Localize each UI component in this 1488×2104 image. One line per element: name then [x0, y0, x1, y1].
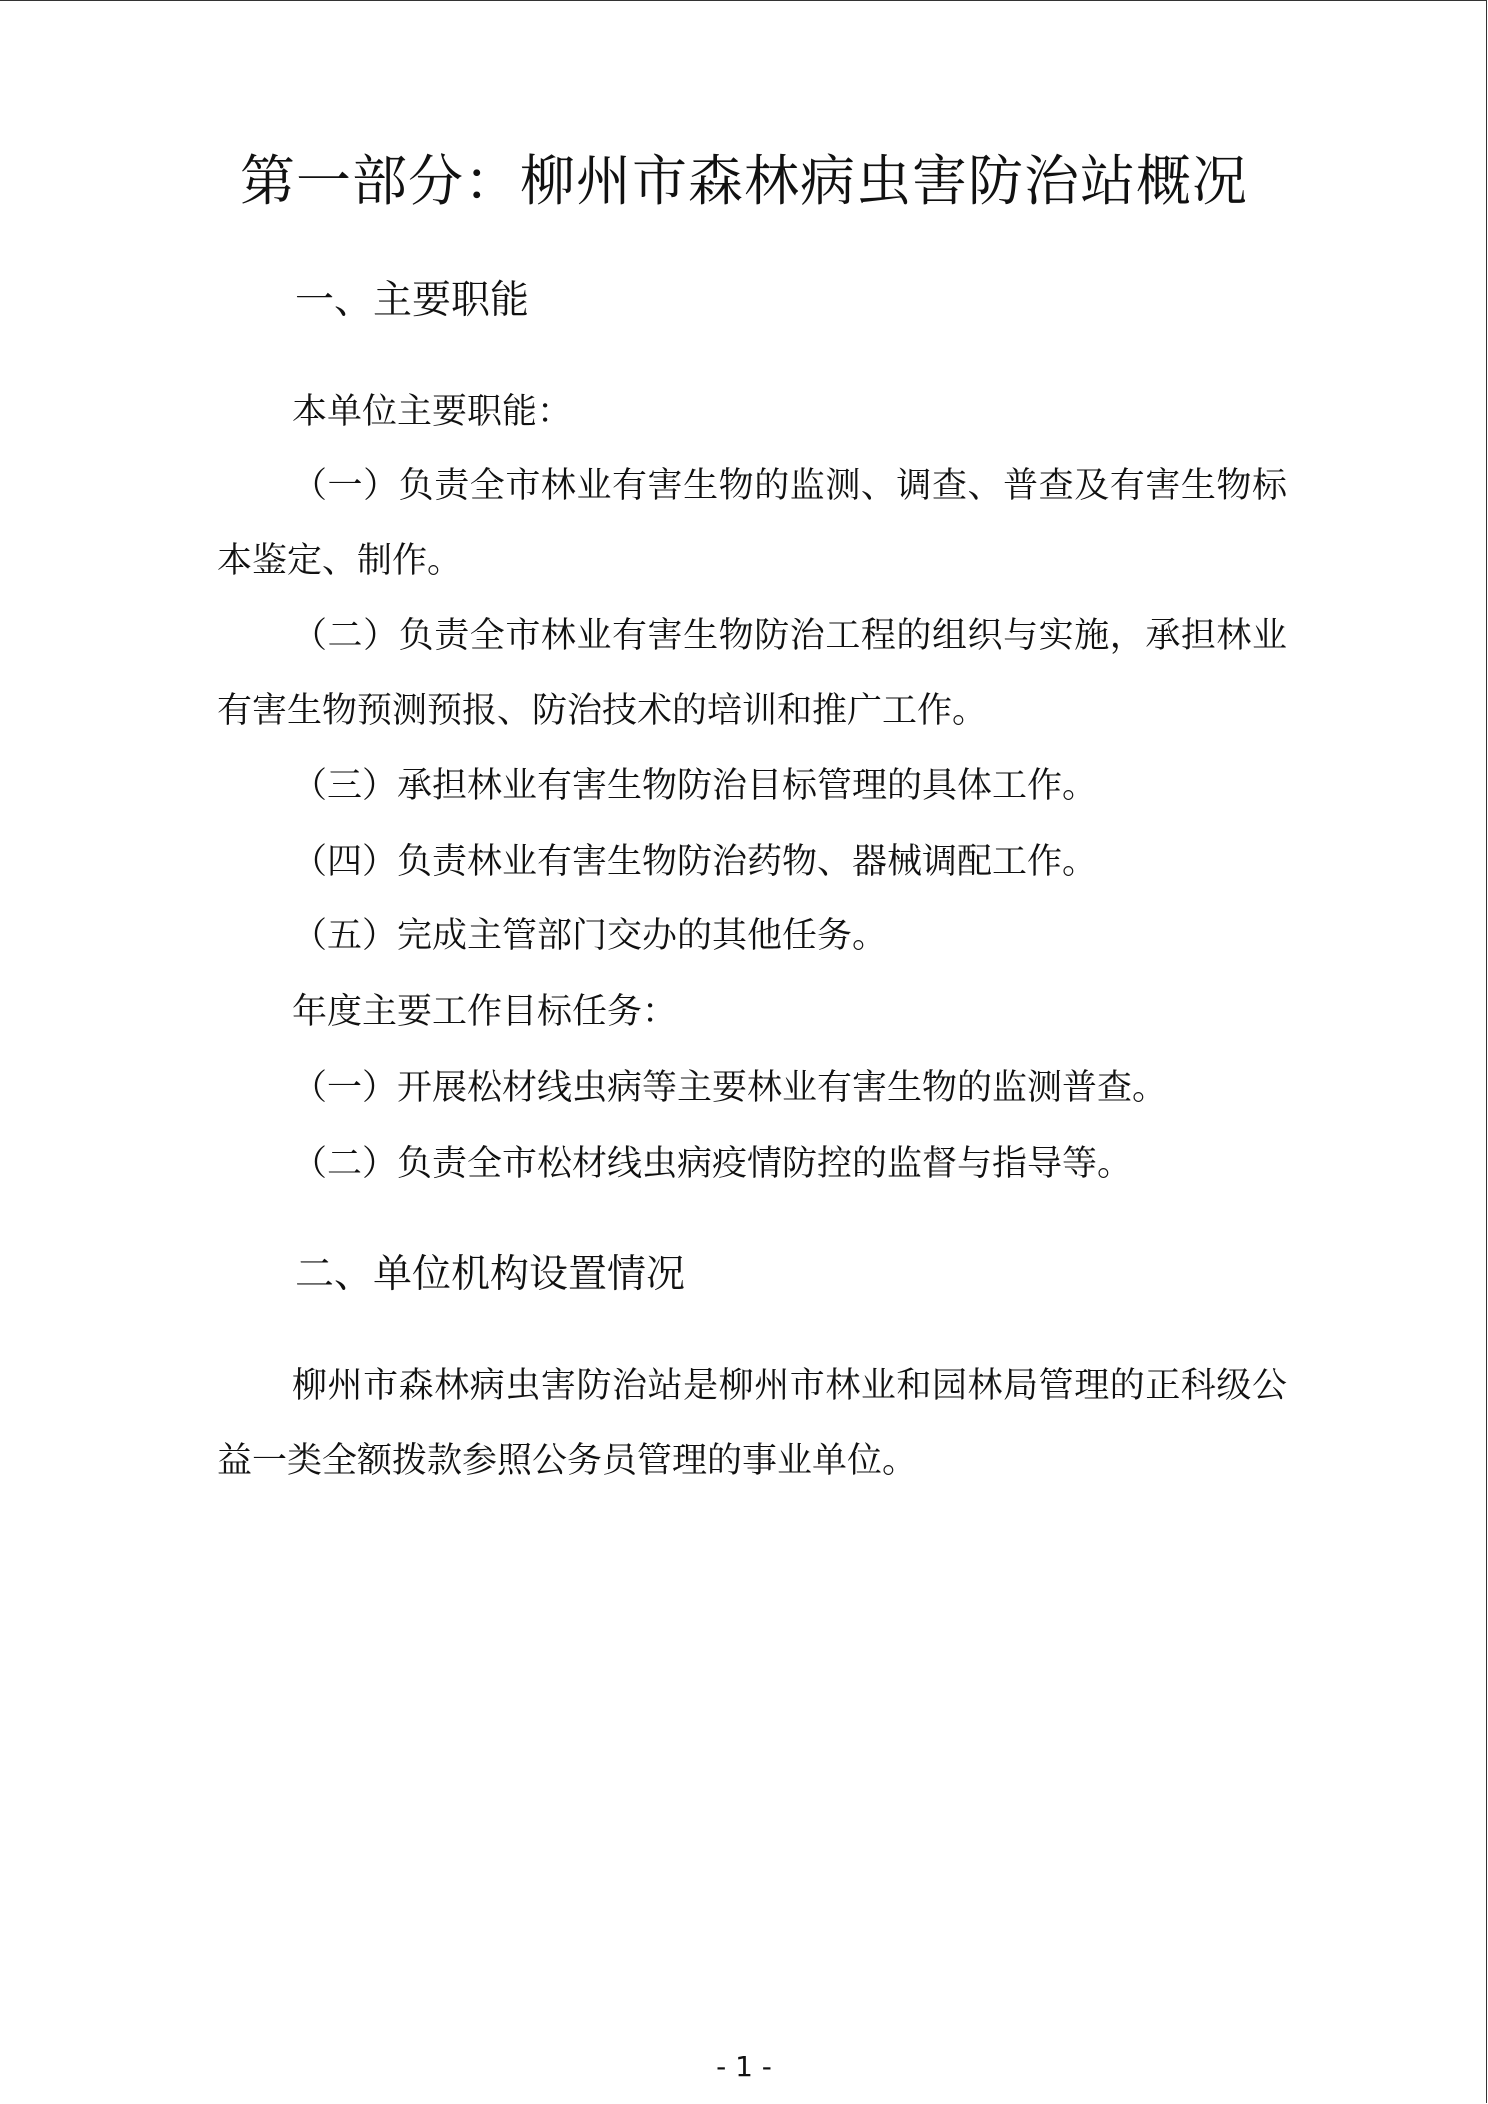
section-heading-main-functions: 一、主要职能: [295, 278, 530, 323]
goal-item-2: （二）负责全市松材线虫病疫情防控的监督与指导等。: [292, 1144, 1133, 1184]
duty-item-5: （五）完成主管部门交办的其他任务。: [292, 916, 888, 956]
functions-intro: 本单位主要职能：: [292, 392, 573, 432]
section-heading-organization: 二、单位机构设置情况: [295, 1252, 686, 1297]
goals-intro: 年度主要工作目标任务：: [292, 992, 678, 1032]
duty-item-2: （二）负责全市林业有害生物防治工程的组织与实施，承担林业有害生物预测预报、防治技术的培训和推广工作。: [217, 616, 1287, 731]
page-number: - 1 -: [716, 2050, 772, 2083]
duty-item-1: （一）负责全市林业有害生物的监测、调查、普查及有害生物标本鉴定、制作。: [217, 466, 1287, 581]
page-title: 第一部分：柳州市森林病虫害防治站概况: [239, 149, 1248, 213]
organization-description: 柳州市森林病虫害防治站是柳州市林业和园林局管理的正科级公益一类全额拨款参照公务员管理的事业单位。: [217, 1366, 1287, 1481]
goal-item-1: （一）开展松材线虫病等主要林业有害生物的监测普查。: [292, 1068, 1168, 1108]
duty-item-3: （三）承担林业有害生物防治目标管理的具体工作。: [292, 766, 1098, 806]
duty-item-4: （四）负责林业有害生物防治药物、器械调配工作。: [292, 842, 1098, 882]
